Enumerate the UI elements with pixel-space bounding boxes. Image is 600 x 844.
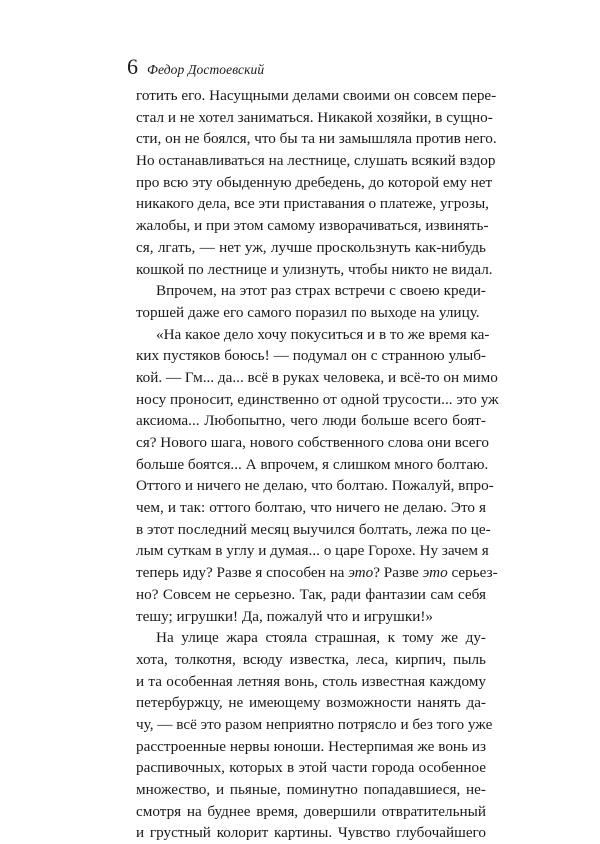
text-line: кой. — Гм... да... всё в руках человека, и всё-то он мимо xyxy=(136,368,498,386)
running-head xyxy=(127,54,264,80)
text-line: ких пустяков боюсь! — подумал он с странною улыб- xyxy=(136,347,486,365)
text-line: множество, и пьяные, поминутно попадавшиеся, не- xyxy=(136,781,486,798)
text-line: готить его. Насущными делами своими он совсем пере- xyxy=(136,87,497,104)
paragraph xyxy=(136,280,486,323)
text-line: Впрочем, на этот раз страх встречи с своею креди- xyxy=(156,282,486,300)
italic-word: это xyxy=(348,564,374,582)
text-line: в этот последний месяц выучился болтать, лежа по це- xyxy=(136,520,491,538)
text-line: аксиома... Любопытно, чего люди больше всего боят- xyxy=(136,412,486,430)
text-line: кошкой по лестнице и улизнуть, чтобы никто не видал. xyxy=(136,260,493,278)
text-line: стал и не хотел заниматься. Никакой хозяйки, в сущно- xyxy=(136,108,493,126)
text-line: чем, и так: оттого болтаю, что ничего не делаю. Это я xyxy=(136,499,486,517)
text-segment: теперь иду? Разве я способен на xyxy=(136,564,349,582)
text-line: распивочных, которых в этой части города особенное xyxy=(136,759,486,777)
paragraph xyxy=(136,627,493,844)
author-name: Федор Достоевский xyxy=(147,62,265,77)
text-line: Оттого и ничего не делаю, что болтаю. Пожалуй, впро- xyxy=(136,477,494,495)
text-line: сти, он не боялся, что бы та ни замышляла против него. xyxy=(136,130,497,148)
text-line: никакого дела, все эти приставания о платеже, угрозы, xyxy=(136,195,489,213)
text-line: про всю эту обыденную дребедень, до которой ему нет xyxy=(136,173,493,191)
page-number: 6 xyxy=(127,54,138,79)
text-line: носу проносит, единственно от одной трусости... это уж xyxy=(136,390,499,408)
text-line: чу, — всё это разом неприятно потрясло и без того уже xyxy=(136,715,493,733)
text-line: лым суткам в углу и думая... о царе Горохе. Ну зачем я xyxy=(136,542,489,560)
text-line: На улице жара стояла страшная, к тому же ду- xyxy=(156,629,486,647)
text-line: торшей даже его самого поразил по выходе на улицу. xyxy=(136,303,480,321)
paragraph xyxy=(136,324,499,628)
text-line: жалобы, и при этом самому изворачиваться, извинять- xyxy=(136,217,489,235)
text-line: Но останавливаться на лестнице, слушать всякий вздор xyxy=(136,152,496,170)
text-line: больше боятся... А впрочем, я слишком много болтаю. xyxy=(136,455,489,473)
text-line: ся, лгать, — нет уж, лучше проскользнуть как-нибудь xyxy=(136,238,486,256)
text-line: расстроенные нервы юноши. Нестерпимая же вонь из xyxy=(136,737,486,755)
text-line: и грустный колорит картины. Чувство глубочайшего xyxy=(136,824,486,842)
body-text xyxy=(136,85,499,844)
text-segment: ? Разве xyxy=(373,564,423,582)
paragraph xyxy=(136,85,497,280)
text-line: смотря на буднее время, довершили отвратительный xyxy=(136,802,486,820)
text-line xyxy=(136,562,498,584)
text-line: петербуржцу, не имеющему возможности нанять да- xyxy=(136,694,486,712)
text-segment: серьез- xyxy=(447,564,498,582)
text-line: ся? Нового шага, нового собственного слова они всего xyxy=(136,434,489,451)
italic-word: это xyxy=(422,564,448,582)
text-line: тешу; игрушки! Да, пожалуй что и игрушки!» xyxy=(136,607,433,625)
text-line: но? Совсем не серьезно. Так, ради фантазии сам себя xyxy=(136,585,486,603)
text-line: хота, толкотня, всюду известка, леса, кирпич, пыль xyxy=(136,650,486,668)
text-line: «На какое дело хочу покуситься и в то же время ка- xyxy=(156,325,490,343)
text-line: и та особенная летняя вонь, столь известная каждому xyxy=(136,672,486,690)
